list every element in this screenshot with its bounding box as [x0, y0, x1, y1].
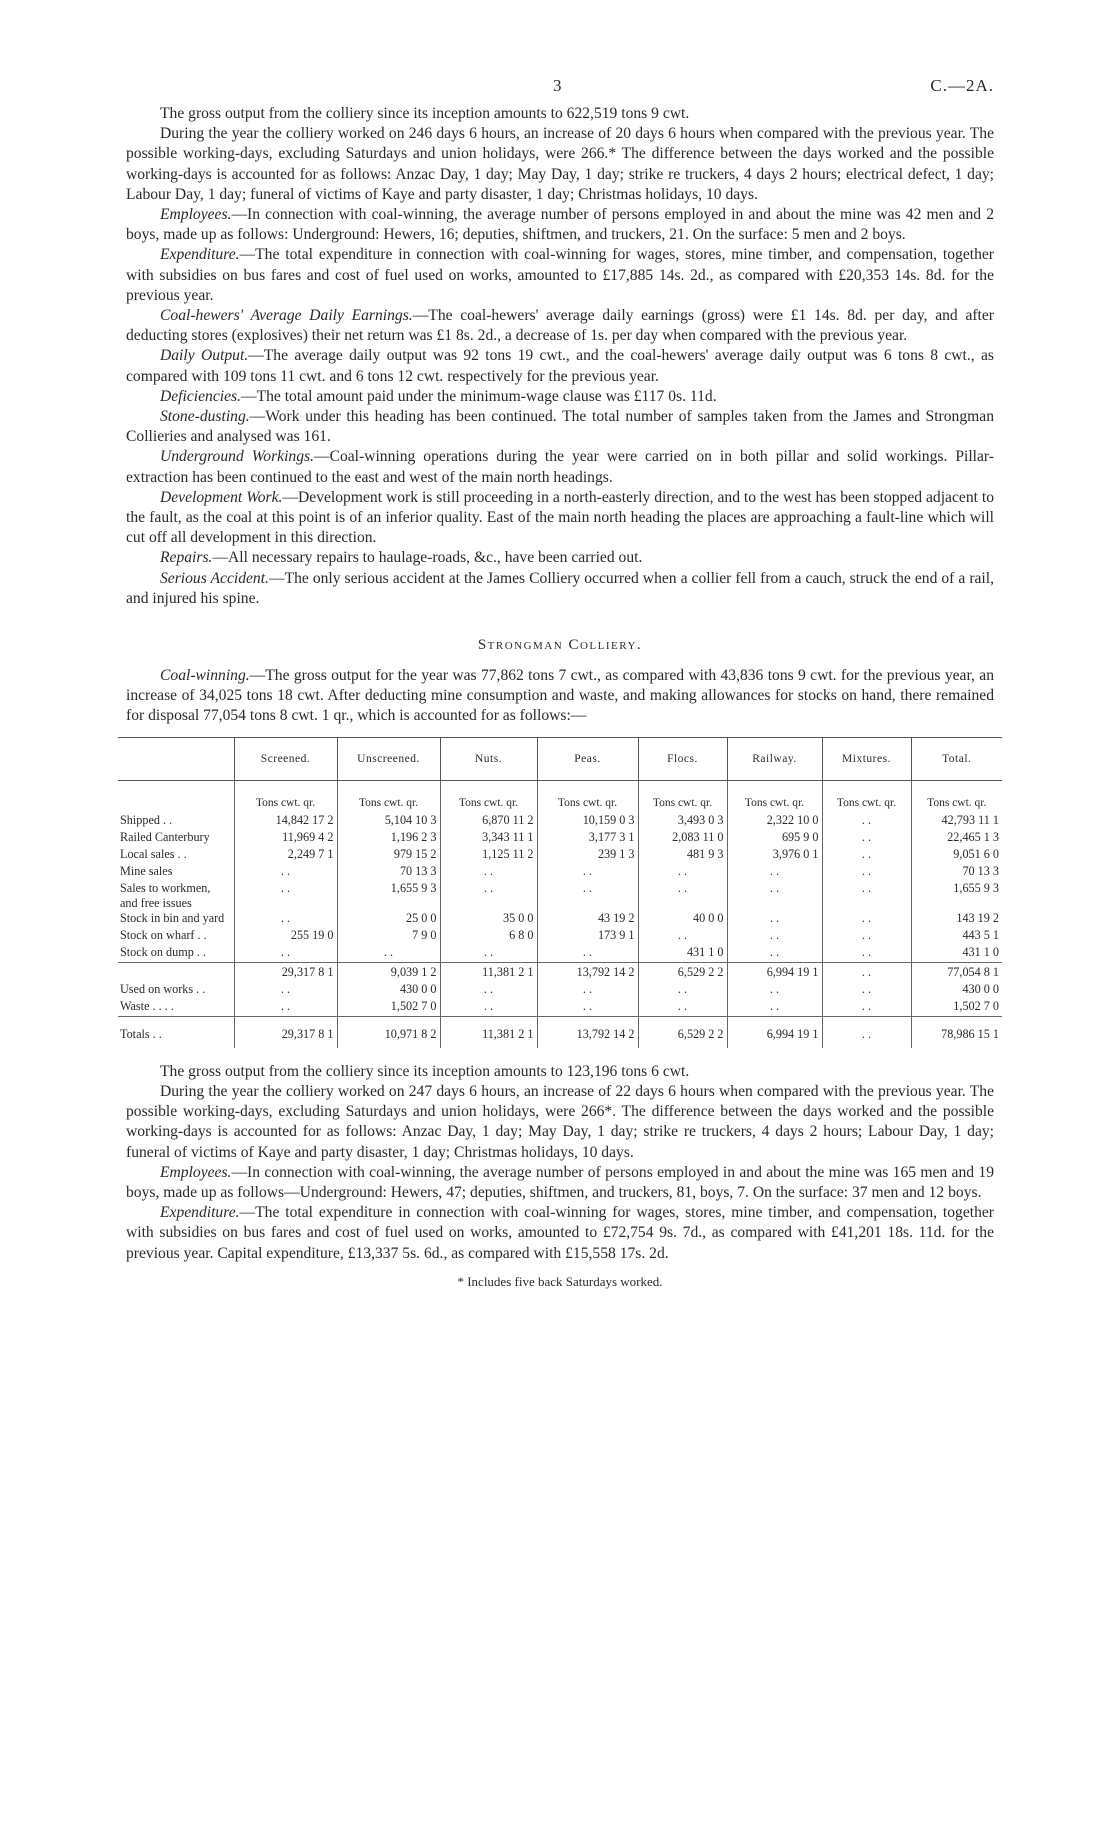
table-cell: . .: [234, 881, 337, 911]
table-cell: 29,317 8 1: [234, 962, 337, 982]
paragraph: During the year the colliery worked on 246 days 6 hours, an increase of 20 days 6 hours when compared with the previous year. The possible working-days, excluding Saturdays and union holidays, were 266.* The difference between the days worked and the possible working-days is accounted for as follows: Anzac Day, 1 day; May Day, 1 day; strike re truckers, 4 days 2 hours; electrical defect, 1 day; Labour Day, 1 day; funeral of victims of Kaye and party disaster, 1 day; Christmas holidays, 10 days.: [126, 125, 994, 203]
table-cell: 78,986 15 1: [911, 1016, 1002, 1048]
table-row: [118, 881, 1002, 911]
table-header-row: [118, 737, 1002, 780]
table-cell: . .: [822, 847, 911, 864]
table-cell: 11,969 4 2: [234, 830, 337, 847]
table-cell: . .: [234, 982, 337, 999]
table-cell: 25 0 0: [337, 911, 440, 928]
table-cell: 42,793 11 1: [911, 813, 1002, 830]
table-cell: 35 0 0: [440, 911, 537, 928]
units-row: [118, 780, 1002, 813]
units-label: Tons cwt. qr.: [234, 780, 337, 813]
column-header: Peas.: [537, 737, 638, 780]
units-blank: [118, 780, 234, 813]
table-cell: 3,976 0 1: [727, 847, 822, 864]
paragraph: The gross output from the colliery since its inception amounts to 622,519 tons 9 cwt.: [160, 105, 690, 122]
section-paragraph: [126, 205, 994, 245]
row-label: Stock on dump . .: [120, 944, 206, 959]
units-label: Tons cwt. qr.: [638, 780, 727, 813]
section-title: Stone-dusting.: [160, 408, 250, 426]
section-title: Expenditure.: [160, 1204, 240, 1222]
table-cell: 13,792 14 2: [537, 1016, 638, 1048]
section-paragraph: [126, 569, 994, 609]
table-cell: 70 13 3: [337, 864, 440, 881]
section-paragraph: [126, 407, 994, 447]
table-cell: . .: [537, 945, 638, 963]
table-cell: . .: [638, 982, 727, 999]
strongman-sections: [126, 1163, 994, 1264]
table-cell: . .: [822, 982, 911, 999]
table-cell: . .: [727, 945, 822, 963]
table-cell: . .: [234, 999, 337, 1017]
table-cell: 5,104 10 3: [337, 813, 440, 830]
table-cell: 3,343 11 1: [440, 830, 537, 847]
section-title: Coal-winning.: [160, 667, 250, 685]
james-sections: [126, 205, 994, 609]
table-cell: 6,529 2 2: [638, 1016, 727, 1048]
row-label: [118, 962, 234, 982]
table-cell: 255 19 0: [234, 928, 337, 945]
section-text: —All necessary repairs to haulage-roads, &c., have been carried out.: [212, 549, 643, 567]
footnote: * Includes five back Saturdays worked.: [457, 1273, 663, 1289]
table-cell: 11,381 2 1: [440, 962, 537, 982]
table-row: [118, 911, 1002, 928]
row-label: Totals . .: [118, 1016, 234, 1048]
table-cell: 40 0 0: [638, 911, 727, 928]
section-text: —The total expenditure in connection with coal-winning for wages, stores, mine timber, and compensation, together with subsidies on bus fares and cost of fuel used on works, amounted to £17,885 14s. 2d., as compared with £20,353 14s. 8d. for the previous year.: [126, 246, 994, 304]
table-cell: 43 19 2: [537, 911, 638, 928]
table-row: [118, 982, 1002, 999]
table-cell: . .: [440, 999, 537, 1017]
table-cell: 1,655 9 3: [911, 881, 1002, 911]
strongman-heading: Strongman Colliery.: [477, 637, 643, 654]
table-cell: . .: [727, 911, 822, 928]
table-cell: . .: [822, 881, 911, 911]
row-label: Railed Canterbury: [120, 829, 210, 844]
row-label: Mine sales: [120, 863, 173, 878]
section-paragraph: [126, 245, 994, 306]
units-label: Tons cwt. qr.: [727, 780, 822, 813]
section-text: —The average daily output was 92 tons 19 cwt., and the coal-hewers' average daily output was 6 tons 8 cwt., as compared with 109 tons 11 cwt. and 6 tons 12 cwt. respectively for the previous year.: [126, 347, 994, 385]
table-cell: . .: [537, 982, 638, 999]
table-cell: 10,159 0 3: [537, 813, 638, 830]
column-header: Total.: [911, 737, 1002, 780]
table-cell: . .: [537, 999, 638, 1017]
table-cell: . .: [440, 881, 537, 911]
table-cell: 481 9 3: [638, 847, 727, 864]
table-cell: 173 9 1: [537, 928, 638, 945]
table-cell: 6,994 19 1: [727, 1016, 822, 1048]
james-colliery-text: [126, 104, 994, 609]
table-cell: . .: [822, 864, 911, 881]
table-cell: 1,125 11 2: [440, 847, 537, 864]
strongman-text: [126, 1062, 994, 1264]
table-cell: . .: [537, 881, 638, 911]
section-title: Deficiencies.: [160, 387, 241, 405]
table-cell: 143 19 2: [911, 911, 1002, 928]
units-label: Tons cwt. qr.: [911, 780, 1002, 813]
units-label: Tons cwt. qr.: [337, 780, 440, 813]
table-cell: . .: [727, 864, 822, 881]
table-cell: . .: [727, 928, 822, 945]
column-header: Flocs.: [638, 737, 727, 780]
table-cell: . .: [727, 999, 822, 1017]
table-cell: 3,177 3 1: [537, 830, 638, 847]
section-paragraph: [126, 548, 994, 568]
table-row: [118, 813, 1002, 830]
row-label: Sales to workmen, and free issues: [120, 880, 211, 910]
section-paragraph: [126, 1203, 994, 1264]
table-cell: . .: [822, 962, 911, 982]
table-cell: 29,317 8 1: [234, 1016, 337, 1048]
table-row: [118, 847, 1002, 864]
row-label: Stock on wharf . .: [120, 927, 207, 942]
document-page: [120, 70, 999, 1290]
column-header-blank: [118, 737, 234, 780]
table-cell: . .: [822, 813, 911, 830]
table-cell: . .: [822, 911, 911, 928]
section-title: Coal-hewers' Average Daily Earnings.: [160, 307, 413, 325]
table-cell: . .: [337, 945, 440, 963]
table-cell: . .: [234, 911, 337, 928]
column-header: Unscreened.: [337, 737, 440, 780]
section-title: Daily Output.: [160, 347, 249, 365]
page-number: 3: [553, 76, 562, 95]
table-cell: 3,493 0 3: [638, 813, 727, 830]
table-row: [118, 864, 1002, 881]
table-cell: . .: [822, 830, 911, 847]
table-cell: 695 9 0: [727, 830, 822, 847]
table-cell: 431 1 0: [638, 945, 727, 963]
section-title: Serious Accident.: [160, 569, 269, 587]
totals-row: [118, 1016, 1002, 1048]
table-cell: 10,971 8 2: [337, 1016, 440, 1048]
section-paragraph: [126, 306, 994, 346]
section-paragraph: [126, 346, 994, 386]
table-cell: . .: [638, 928, 727, 945]
table-cell: 2,083 11 0: [638, 830, 727, 847]
table-cell: 1,655 9 3: [337, 881, 440, 911]
output-table: [118, 737, 1002, 1048]
column-header: Railway.: [727, 737, 822, 780]
section-title: Employees.: [160, 1163, 232, 1181]
table-body: [118, 780, 1002, 1048]
table-cell: 1,196 2 3: [337, 830, 440, 847]
section-text: —In connection with coal-winning, the average number of persons employed in and about the mine was 165 men and 19 boys, made up as follows—Underground: Hewers, 47; deputies, shiftmen, and truckers, 81, boys, 7. On the surface: 37 men and 12 boys.: [126, 1163, 994, 1201]
section-text: —Work under this heading has been continued. The total number of samples taken from the James and Strongman Collieries and analysed was 161.: [126, 408, 994, 446]
table-row: [118, 928, 1002, 945]
table-row: [118, 999, 1002, 1017]
strongman-intro: [126, 666, 994, 727]
table-cell: . .: [638, 881, 727, 911]
table-cell: . .: [234, 945, 337, 963]
table-row: [118, 830, 1002, 847]
table-cell: . .: [440, 982, 537, 999]
table-cell: . .: [638, 864, 727, 881]
table-cell: 77,054 8 1: [911, 962, 1002, 982]
section-title: Employees.: [160, 206, 232, 224]
table-cell: . .: [822, 928, 911, 945]
table-cell: . .: [537, 864, 638, 881]
paragraph: [126, 666, 994, 727]
units-label: Tons cwt. qr.: [440, 780, 537, 813]
units-label: Tons cwt. qr.: [822, 780, 911, 813]
section-text: —Coal-winning operations during the year were carried on in both pillar and solid workings. Pillar-extraction has been continued to the east and west of the main north headings.: [126, 448, 994, 486]
table-row: [118, 945, 1002, 963]
table-cell: 6 8 0: [440, 928, 537, 945]
table-cell: . .: [822, 999, 911, 1017]
page-header: [126, 70, 994, 104]
section-text: —Development work is still proceeding in a north-easterly direction, and to the west has been stopped adjacent to the fault, as the coal at this point is of an inferior quality. East of the main north heading the places are approaching a fault-line which will cut off all development in this direction.: [126, 488, 995, 547]
table-cell: . .: [727, 881, 822, 911]
table-cell: 22,465 1 3: [911, 830, 1002, 847]
table-cell: 431 1 0: [911, 945, 1002, 963]
table-cell: 13,792 14 2: [537, 962, 638, 982]
table-cell: 2,249 7 1: [234, 847, 337, 864]
row-label: Shipped . .: [120, 812, 173, 827]
table-cell: 979 15 2: [337, 847, 440, 864]
column-header: Mixtures.: [822, 737, 911, 780]
section-paragraph: [126, 387, 994, 407]
table-cell: 2,322 10 0: [727, 813, 822, 830]
table-cell: 9,051 6 0: [911, 847, 1002, 864]
section-text: —In connection with coal-winning, the average number of persons employed in and about the mine was 42 men and 2 boys, made up as follows: Underground: Hewers, 16; deputies, shiftmen, and truckers, 21. On the surface: 5 men and 2 boys.: [126, 206, 994, 244]
table-cell: . .: [440, 864, 537, 881]
table-cell: . .: [822, 1016, 911, 1048]
table-cell: 1,502 7 0: [911, 999, 1002, 1017]
table-cell: 6,994 19 1: [727, 962, 822, 982]
subtotal-row: [118, 962, 1002, 982]
paragraph: The gross output from the colliery since its inception amounts to 123,196 tons 6 cwt.: [160, 1062, 690, 1080]
row-label: Used on works . .: [120, 981, 206, 996]
units-label: Tons cwt. qr.: [537, 780, 638, 813]
row-label: Stock in bin and yard: [120, 910, 225, 925]
paragraph: During the year the colliery worked on 247 days 6 hours, an increase of 22 days 6 hours when compared with the previous year. The possible working-days, excluding Saturdays and union holidays, were 266*. The difference between the days worked and the possible working-days is accounted for as follows: Anzac Day, 1 day; May Day, 1 day; strike re truckers, 4 days 2 hours; Labour Day, 1 day; funeral of victims of Kaye and party disaster, 1 day; Christmas holidays, 10 days.: [126, 1082, 994, 1161]
table-cell: . .: [638, 999, 727, 1017]
table-cell: 239 1 3: [537, 847, 638, 864]
table-cell: 430 0 0: [911, 982, 1002, 999]
section-text: —The total amount paid under the minimum-wage clause was £117 0s. 11d.: [240, 387, 717, 405]
table-cell: 443 5 1: [911, 928, 1002, 945]
document-reference: C.—2A.: [930, 76, 994, 95]
column-header: Screened.: [234, 737, 337, 780]
table-cell: . .: [822, 945, 911, 963]
row-label: Waste . . . .: [120, 998, 174, 1013]
table-cell: 6,870 11 2: [440, 813, 537, 830]
table-cell: 11,381 2 1: [440, 1016, 537, 1048]
table-cell: . .: [234, 864, 337, 881]
row-label: Local sales . .: [120, 846, 187, 861]
table-cell: 70 13 3: [911, 864, 1002, 881]
table-cell: . .: [727, 982, 822, 999]
section-paragraph: [126, 1163, 994, 1203]
section-title: Underground Workings.: [160, 448, 314, 466]
table-cell: 6,529 2 2: [638, 962, 727, 982]
table-cell: 14,842 17 2: [234, 813, 337, 830]
table-cell: 9,039 1 2: [337, 962, 440, 982]
table-cell: 7 9 0: [337, 928, 440, 945]
table-cell: 1,502 7 0: [337, 999, 440, 1017]
column-header: Nuts.: [440, 737, 537, 780]
section-text: —The gross output for the year was 77,862 tons 7 cwt., as compared with 43,836 tons 9 cwt. for the previous year, an increase of 34,025 tons 18 cwt. After deducting mine consumption and waste, and making allowances for stocks on hand, there remained for disposal 77,054 tons 8 cwt. 1 qr., which is accounted for as follows:—: [126, 667, 994, 725]
section-paragraph: [126, 447, 994, 487]
table-cell: . .: [440, 945, 537, 963]
table-cell: 430 0 0: [337, 982, 440, 999]
section-title: Development Work.: [160, 488, 283, 506]
section-text: —The only serious accident at the James Colliery occurred when a collier fell from a cauch, struck the end of a rail, and injured his spine.: [126, 569, 994, 607]
section-text: —The total expenditure in connection with coal-winning for wages, stores, mine timber, and compensation, together with subsidies on bus fares and cost of fuel used on works, amounted to £72,754 9s. 7d., as compared with £41,201 18s. 11d. for the previous year. Capital expenditure, £13,337 5s. 6d., as compared with £15,558 17s. 2d.: [126, 1204, 994, 1262]
section-title: Repairs.: [160, 549, 213, 567]
section-paragraph: [126, 488, 994, 549]
section-text: —The coal-hewers' average daily earnings (gross) were £1 14s. 8d. per day, and after deducting stores (explosives) their net return was £1 8s. 2d., a decrease of 1s. per day when compared with the previous year.: [126, 307, 994, 345]
section-title: Expenditure.: [160, 246, 240, 264]
